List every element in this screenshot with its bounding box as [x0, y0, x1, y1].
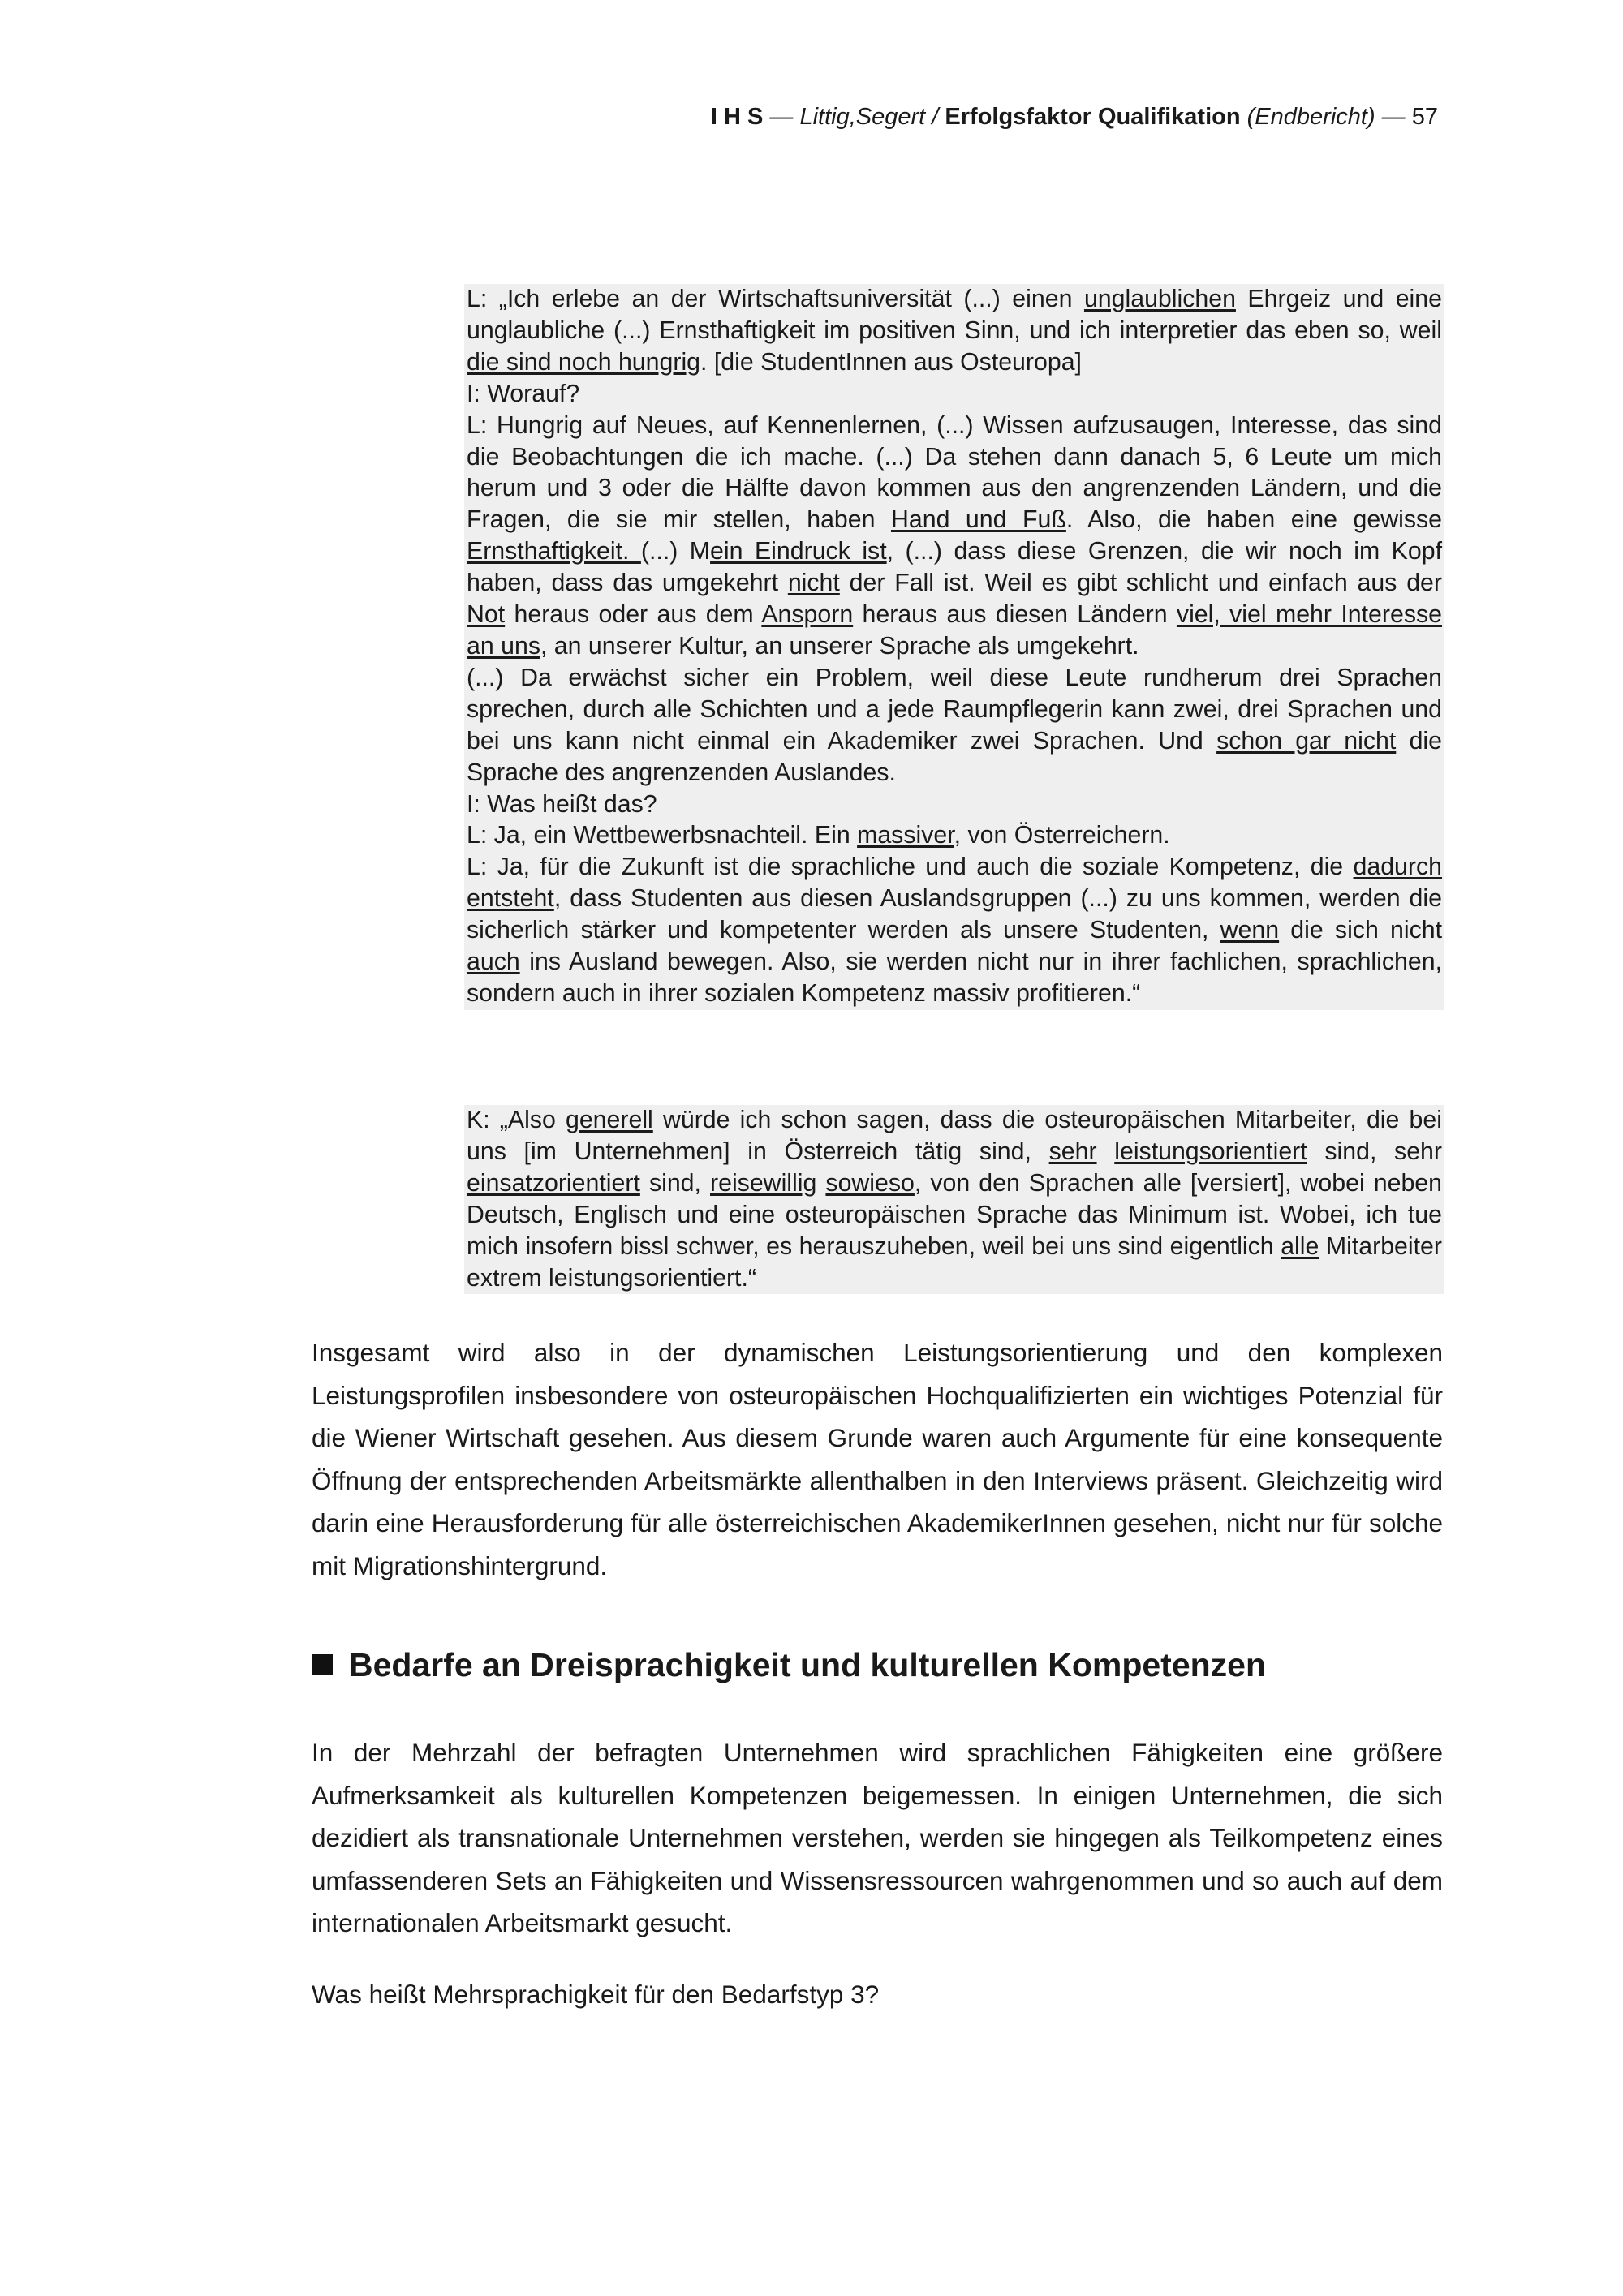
quote-emphasis: einsatzorientiert: [467, 1169, 640, 1197]
quote-text: der Fall ist. Weil es gibt schlicht und einfach aus der: [839, 570, 1442, 597]
body-paragraph: Was heißt Mehrsprachigkeit für den Bedarfstyp 3?: [312, 1980, 880, 2009]
quote-emphasis: Ernsthaftigkeit.: [467, 538, 641, 565]
quote-emphasis: auch: [467, 948, 520, 976]
quote-text: L: Ja, ein Wettbewerbsnachteil. Ein: [467, 822, 858, 849]
quote-text: sind,: [639, 1169, 711, 1197]
quote-text: (...) Da erwächst sicher ein Problem, weil diese Leute rundherum drei Sprachen sprechen, durch alle Schichten und a jede Raumpflegerin kann zwei, drei Sprachen und bei uns kann nicht einmal ein Akademiker zwei Sprachen. Und: [467, 664, 1442, 755]
body-paragraph: Insgesamt wird also in der dynamischen Leistungsorientierung und den komplexen Leistungsprofilen insbesondere von osteuropäischen Hochqualifizierten ein wichtiges Potenzial für die Wiener Wirtschaft gesehen. Aus diesem Grunde waren auch Argumente für eine konsequente Öffnung der entsprechenden Arbeitsmärkte allenthalben in den Interviews präsent. Gleichzeitig wird darin eine Herausforderung für alle österreichischen AkademikerInnen gesehen, nicht nur für solche mit Migrationshintergrund.: [312, 1338, 1443, 1580]
quote-paragraph: [467, 852, 1442, 1010]
quote-emphasis: ein Eindruck ist: [710, 538, 887, 565]
section-heading: [312, 1642, 1266, 1688]
header-org: I H S: [710, 104, 764, 130]
quote-text: , (...) dass diese Grenzen, die wir noch im Kopf haben, dass das umgekehrt: [467, 538, 1443, 597]
quote-paragraph: I: Was heißt das?: [467, 790, 657, 818]
quote-emphasis: sehr: [1048, 1137, 1097, 1165]
quote-text: . Also, die haben eine gewisse: [1065, 506, 1442, 534]
quote-text: heraus aus diesen Ländern: [853, 601, 1177, 629]
interview-quote-2: [464, 1105, 1444, 1294]
running-header: [308, 101, 1438, 133]
quote-emphasis: Hand und Fuß: [890, 506, 1066, 534]
header-subtitle: (Endbericht): [1240, 104, 1375, 130]
quote-text: K: „Also: [467, 1107, 566, 1133]
quote-text: L: „Ich erlebe an der Wirtschaftsuniversität (...) einen: [467, 286, 1084, 312]
quote-text: sind, sehr: [1307, 1137, 1442, 1165]
quote-text: heraus oder aus dem: [505, 601, 762, 629]
quote-paragraph: I: Worauf?: [467, 380, 580, 407]
quote-emphasis: Not: [467, 601, 506, 629]
quote-paragraph: [467, 284, 1442, 379]
quote-emphasis: sowieso: [825, 1169, 915, 1197]
quote-paragraph: [467, 820, 1442, 852]
quote-emphasis: alle: [1281, 1232, 1319, 1260]
quote-emphasis: die sind noch hungrig: [467, 348, 701, 376]
quote-emphasis: dadurch entsteht: [467, 853, 1442, 913]
quote-emphasis: massiver: [857, 822, 954, 849]
quote-text: [1097, 1138, 1115, 1165]
quote-text: würde ich schon sagen, dass die osteuropäischen Mitarbeiter, die bei uns [im Unternehmen] in Österreich tätig sind,: [467, 1107, 1442, 1165]
header-title: Erfolgsfaktor Qualifikation: [945, 104, 1241, 130]
quote-text: die sich nicht: [1279, 917, 1442, 944]
quote-text: die Sprache des angrenzenden Auslandes.: [467, 727, 1442, 786]
quote-text: (...) M: [640, 538, 711, 565]
square-bullet-icon: [312, 1654, 333, 1675]
quote-emphasis: reisewillig: [710, 1169, 817, 1197]
quote-text: . [die StudentInnen aus Osteuropa]: [700, 348, 1082, 376]
quote-emphasis: nicht: [787, 570, 840, 597]
quote-text: , von den Sprachen alle [versiert], wobei neben Deutsch, Englisch und eine osteuropäischen Sprache das Minimum ist. Wobei, ich tue mich insofern bissl schwer, es herauszuheben, weil bei uns sind eigentlich: [467, 1169, 1443, 1260]
quote-text: , dass Studenten aus diesen Auslandsgruppen (...) zu uns kommen, werden die sicherlich stärker und kompetenter werden als unsere Studenten,: [467, 885, 1442, 944]
quote-text: L: Ja, für die Zukunft ist die sprachliche und auch die soziale Kompetenz, die: [467, 853, 1354, 881]
quote-text: L: Hungrig auf Neues, auf Kennenlernen, (...) Wissen aufzusaugen, Interesse, das sind die Beobachtungen die ich mache. (...) Da stehen dann danach 5, 6 Leute um mich herum und 3 oder die Hälfte davon kommen aus den angrenzenden Ländern, und die Fragen, die sie mir stellen, haben: [467, 411, 1442, 534]
page-number: 57: [1411, 104, 1438, 130]
quote-paragraph: [467, 1105, 1442, 1294]
quote-text: ins Ausland bewegen. Also, sie werden nicht nur in ihrer fachlichen, sprachlichen, sondern auch in ihrer sozialen Kompetenz massiv profitieren.“: [467, 948, 1442, 1007]
quote-text: Ehrgeiz und eine unglaubliche (...) Ernsthaftigkeit im positiven Sinn, und ich interpretier das eben so, weil: [467, 286, 1442, 344]
quote-emphasis: wenn: [1220, 917, 1280, 944]
section-heading-text: Bedarfe an Dreisprachigkeit und kulturellen Kompetenzen: [349, 1646, 1267, 1683]
quote-text: Mitarbeiter extrem leistungsorientiert.“: [467, 1232, 1442, 1292]
quote-emphasis: leistungsorientiert: [1114, 1137, 1307, 1165]
quote-text: , von Österreichern.: [954, 822, 1170, 849]
body-paragraph: In der Mehrzahl der befragten Unternehmen wird sprachlichen Fähigkeiten eine größere Aufmerksamkeit als kulturellen Kompetenzen beigemessen. In einigen Unternehmen, die sich dezidiert als transnationale Unternehmen verstehen, werden sie hingegen als Teilkompetenz eines umfassenderen Sets an Fähigkeiten und Wissensressourcen wahrgenommen und so auch auf dem internationalen Arbeitsmarkt gesucht.: [312, 1738, 1443, 1937]
quote-text: , an unserer Kultur, an unserer Sprache als umgekehrt.: [540, 632, 1139, 660]
header-authors: Littig,Segert /: [799, 104, 945, 130]
header-dash: —: [1375, 104, 1412, 130]
quote-text: [816, 1170, 825, 1197]
quote-emphasis: unglaublichen: [1083, 286, 1236, 312]
quote-emphasis: schon gar nicht: [1216, 727, 1397, 755]
quote-emphasis: viel, viel mehr Interesse an uns: [467, 601, 1442, 660]
quote-paragraph: [467, 411, 1442, 663]
quote-emphasis: Ansporn: [761, 601, 854, 629]
header-dash: —: [763, 104, 800, 130]
interview-quote-1: [464, 284, 1444, 1010]
quote-emphasis: generell: [565, 1107, 653, 1133]
quote-paragraph: [467, 663, 1442, 789]
